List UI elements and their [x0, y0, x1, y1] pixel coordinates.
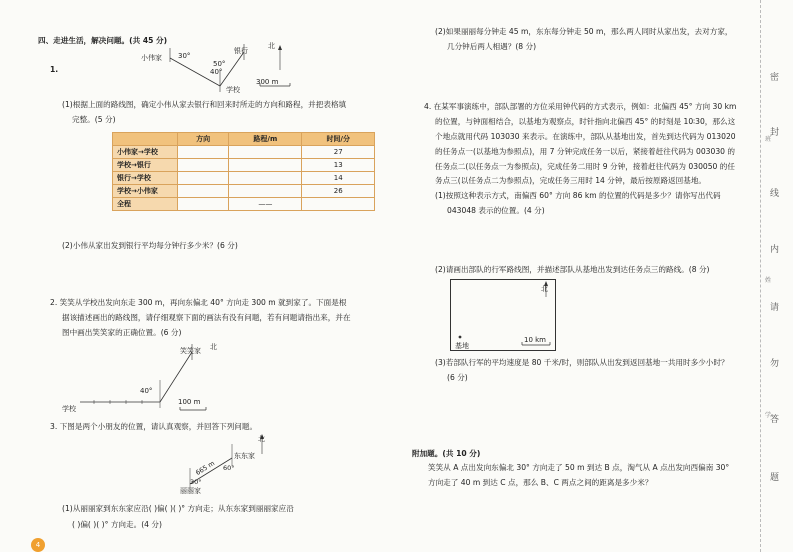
label-scale: 10 km: [524, 336, 547, 344]
page-number-badge: 4: [31, 538, 45, 552]
q3-part1-line2: ( )偏( )( )° 方向走。(4 分): [72, 520, 162, 529]
cell-direction[interactable]: [178, 159, 229, 172]
label-north: 北: [268, 42, 275, 50]
label-angle-60: 60°: [223, 464, 235, 472]
label-xiaoxiao-home: 笑笑家: [180, 347, 201, 355]
q4-part3-line1: (3)若部队行军的平均速度是 80 千米/时，则部队从出发到返回基地一共用时多少小时？: [435, 358, 729, 367]
q1-part2: (2)小伟从家出发到银行平均每分钟行多少米？(6 分): [62, 241, 238, 250]
cell-distance[interactable]: [229, 159, 302, 172]
base-point: [459, 336, 462, 339]
label-north: 北: [541, 285, 548, 293]
q4-line5: 任务点二(以任务点一为参照点)，完成任务二用时 9 分钟，接着赶往代码为 030050 的任: [435, 162, 735, 171]
label-angle-40: 40°: [210, 68, 223, 76]
label-school: 学校: [62, 405, 76, 413]
cell-time: 14: [302, 172, 375, 185]
cell-time: 13: [302, 159, 375, 172]
row-label: 学校→小伟家: [113, 185, 178, 198]
section-title: 四、走进生活，解决问题。(共 45 分): [38, 36, 168, 45]
label-angle-30: 30°: [178, 52, 191, 60]
q3-intro: 3. 下图是两个小朋友的位置，请认真观察，并回答下列问题。: [50, 422, 258, 431]
seal-tick: 姓: [765, 277, 772, 284]
bonus-line2: 方向走了 40 m 到达 C 点，那么 B、C 两点之间的距离是多少米？: [428, 478, 653, 487]
q4-line2: 的位置，与钟面相结合，以基地为观察点，时针指向北偏西 45° 的时刻是 10∶30，那么这: [435, 117, 736, 126]
label-dongdong-home: 东东家: [234, 452, 255, 460]
q1-part1-line2: 完整。(5 分): [72, 115, 116, 124]
row-label: 小伟家→学校: [113, 146, 178, 159]
q4-line6: 务点三(以任务点二为参照点)，完成任务三用时 14 分钟，最后按原路返回基地。: [435, 176, 707, 185]
label-base: 基地: [455, 342, 469, 350]
q4-part3-line2: (6 分): [447, 373, 468, 382]
table-row: [113, 198, 375, 211]
q2-route-diagram: [60, 340, 260, 420]
cell-time[interactable]: [302, 198, 375, 211]
label-angle-40: 40°: [140, 387, 153, 395]
label-angle-50: 50°: [213, 60, 226, 68]
cell-direction[interactable]: [178, 146, 229, 159]
cell-distance[interactable]: [229, 185, 302, 198]
table-row: [113, 146, 375, 159]
label-xiaowei-home: 小伟家: [141, 54, 162, 62]
row-label: 银行→学校: [113, 172, 178, 185]
table-row: [113, 159, 375, 172]
label-bank: 银行: [234, 47, 248, 55]
cell-distance[interactable]: [229, 146, 302, 159]
cell-direction[interactable]: [178, 198, 229, 211]
seal-tick: 学: [765, 412, 772, 419]
cell-time: 27: [302, 146, 375, 159]
row-label: 全程: [113, 198, 178, 211]
label-lili-home: 丽丽家: [180, 487, 201, 495]
table-header-cell: 方向: [178, 133, 229, 146]
q2-line3: 图中画出笑笑家的正确位置。(6 分): [62, 328, 182, 337]
q2-line2: 据该描述画出的路线图，请仔细观察下面的画法有没有问题，若有问题请指出来，并在: [62, 313, 351, 322]
q1-table: [112, 132, 375, 211]
cell-time: 26: [302, 185, 375, 198]
table-row: [113, 185, 375, 198]
table-header-row: [113, 133, 375, 146]
seal-char: 线: [770, 189, 780, 199]
q3-part1-line1: (1)从丽丽家到东东家应沿( )偏( )( )° 方向走；从东东家到丽丽家应沿: [62, 504, 294, 513]
seal-char: 答: [770, 415, 780, 425]
q3-part2-line1: (2)如果丽丽每分钟走 45 m，东东每分钟走 50 m，那么两人同时从家出发，去对方家，: [435, 27, 733, 36]
q4-part1-line2: 043048 表示的位置。(4 分): [447, 206, 545, 215]
route-northeast: [160, 352, 192, 402]
q3-part2-line2: 几分钟后两人相遇？(8 分): [447, 42, 537, 51]
q4-part1-line1: (1)按照这种表示方式，南偏西 60° 方向 86 km 的位置的代码是多少？请你写出代码: [435, 191, 721, 200]
table-header-cell: 路程/m: [229, 133, 302, 146]
seal-char: 勿: [770, 359, 780, 369]
seal-char: 内: [770, 245, 780, 255]
label-north: 北: [258, 435, 265, 443]
seal-tick: 班: [765, 136, 772, 143]
label-school: 学校: [226, 86, 240, 94]
cell-distance[interactable]: [229, 172, 302, 185]
table-row: [113, 172, 375, 185]
cell-direction[interactable]: [178, 172, 229, 185]
bonus-line1: 笑笑从 A 点出发向东偏北 30° 方向走了 50 m 到达 B 点，淘气从 A 点出发向西偏南 30°: [428, 463, 730, 472]
seal-char: 请: [770, 303, 780, 313]
cell-distance: ——: [229, 198, 302, 211]
table-header-cell: 时间/分: [302, 133, 375, 146]
bonus-title: 附加题。(共 10 分): [412, 449, 481, 458]
label-scale: 300 m: [256, 78, 279, 86]
q4-line4: 的任务点一(以基地为参照点)，用 7 分钟完成任务一以后，紧接着赶往代码为 003030 的: [435, 147, 735, 156]
seal-line: [760, 0, 762, 552]
q4-line3: 个地点就用代码 103030 来表示。在演练中，部队从基地出发，首先到达代码为 013020: [435, 132, 736, 141]
label-north: 北: [210, 343, 217, 351]
q4-part2: (2)请画出部队的行军路线图，并描述部队从基地出发到达任务点三的路线。(8 分): [435, 265, 710, 274]
label-scale: 100 m: [178, 398, 201, 406]
label-angle-30: 30°: [190, 478, 202, 486]
seal-char: 题: [770, 473, 780, 483]
seal-char: 封: [770, 128, 780, 138]
seal-char: 密: [770, 73, 780, 83]
cell-direction[interactable]: [178, 185, 229, 198]
label-distance: 665 m: [194, 459, 217, 477]
table-header-cell: [113, 133, 178, 146]
q1-part1-line1: (1)根据上面的路线图，确定小伟从家去银行和回来时所走的方向和路程，并把表格填: [62, 100, 347, 109]
q2-line1: 2. 笑笑从学校出发向东走 300 m，再向东偏北 40° 方向走 300 m 就到家了。下面是根: [50, 298, 347, 307]
q1-number: 1.: [50, 65, 59, 74]
q4-line1: 4. 在某军事演练中，部队部署的方位采用钟代码的方式表示，例如：北偏西 45° 方向 30 km: [424, 102, 737, 111]
row-label: 学校→银行: [113, 159, 178, 172]
